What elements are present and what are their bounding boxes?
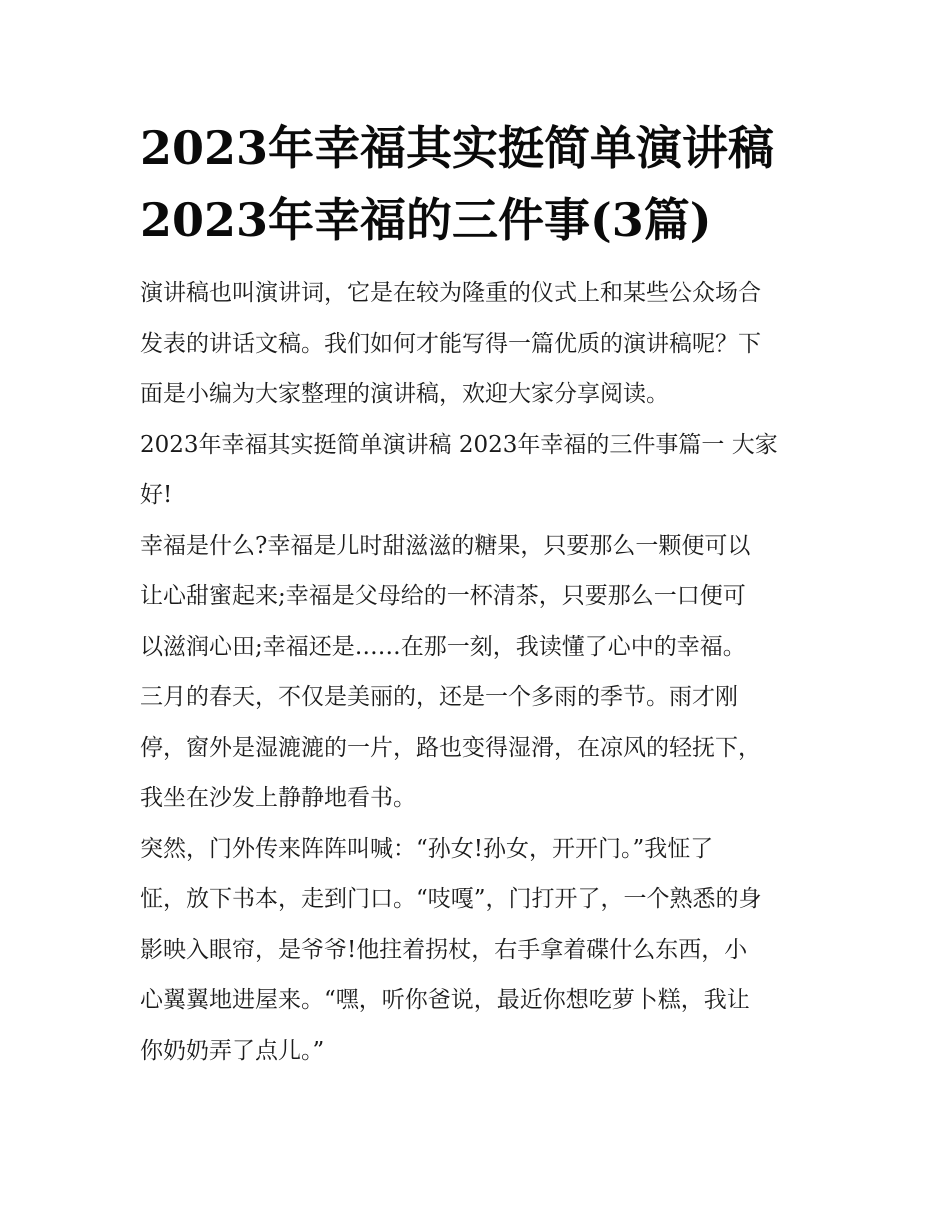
text-line: 你奶奶弄了点儿。” [140,1037,325,1064]
text-line: 三月的春天，不仅是美丽的，还是一个多雨的季节。雨才刚 [140,684,738,710]
text-line: 幸福是什么?幸福是儿时甜滋滋的糖果，只要那么一颗便可以 [140,532,751,559]
paragraph-spring-rain [140,672,812,824]
document-body [140,112,812,1076]
paragraph-intro [140,268,812,420]
text-line: 停，窗外是湿漉漉的一片，路也变得湿滑，在凉风的轻抚下， [140,734,761,761]
text-line: 怔，放下书本，走到门口。“吱嘎”，门打开了，一个熟悉的身 [140,886,762,912]
text-line: 面是小编为大家整理的演讲稿，欢迎大家分享阅读。 [140,381,669,407]
title-line: 2023年幸福其实挺简单演讲稿 [140,121,775,175]
text-line: 以滋润心田;幸福还是……在那一刻，我读懂了心中的幸福。 [140,633,746,660]
title-line: 2023年幸福的三件事(3篇) [140,193,712,247]
text-line: 演讲稿也叫演讲词，它是在较为隆重的仪式上和某些公众场合 [140,280,761,306]
paragraph-grandpa-visit [140,824,812,1077]
document-title [140,112,812,256]
text-line: 影映入眼帘，是爷爷!他拄着拐杖，右手拿着碟什么东西，小 [140,936,748,963]
text-line: 2023年幸福其实挺简单演讲稿 2023年幸福的三件事篇一 大家 [140,431,778,458]
paragraph-section-heading [140,420,812,521]
text-line: 我坐在沙发上静静地看书。 [140,785,416,811]
text-line: 突然，门外传来阵阵叫喊：“孙女!孙女，开开门。”我怔了 [140,835,714,862]
text-line: 发表的讲话文稿。我们如何才能写得一篇优质的演讲稿呢？下 [140,330,761,357]
text-line: 让心甜蜜起来;幸福是父母给的一杯清茶，只要那么一口便可 [140,583,746,609]
text-line: 好! [140,482,173,508]
paragraph-what-is-happiness [140,521,812,673]
text-line: 心翼翼地进屋来。“嘿，听你爸说，最近你想吃萝卜糕，我让 [140,987,750,1013]
